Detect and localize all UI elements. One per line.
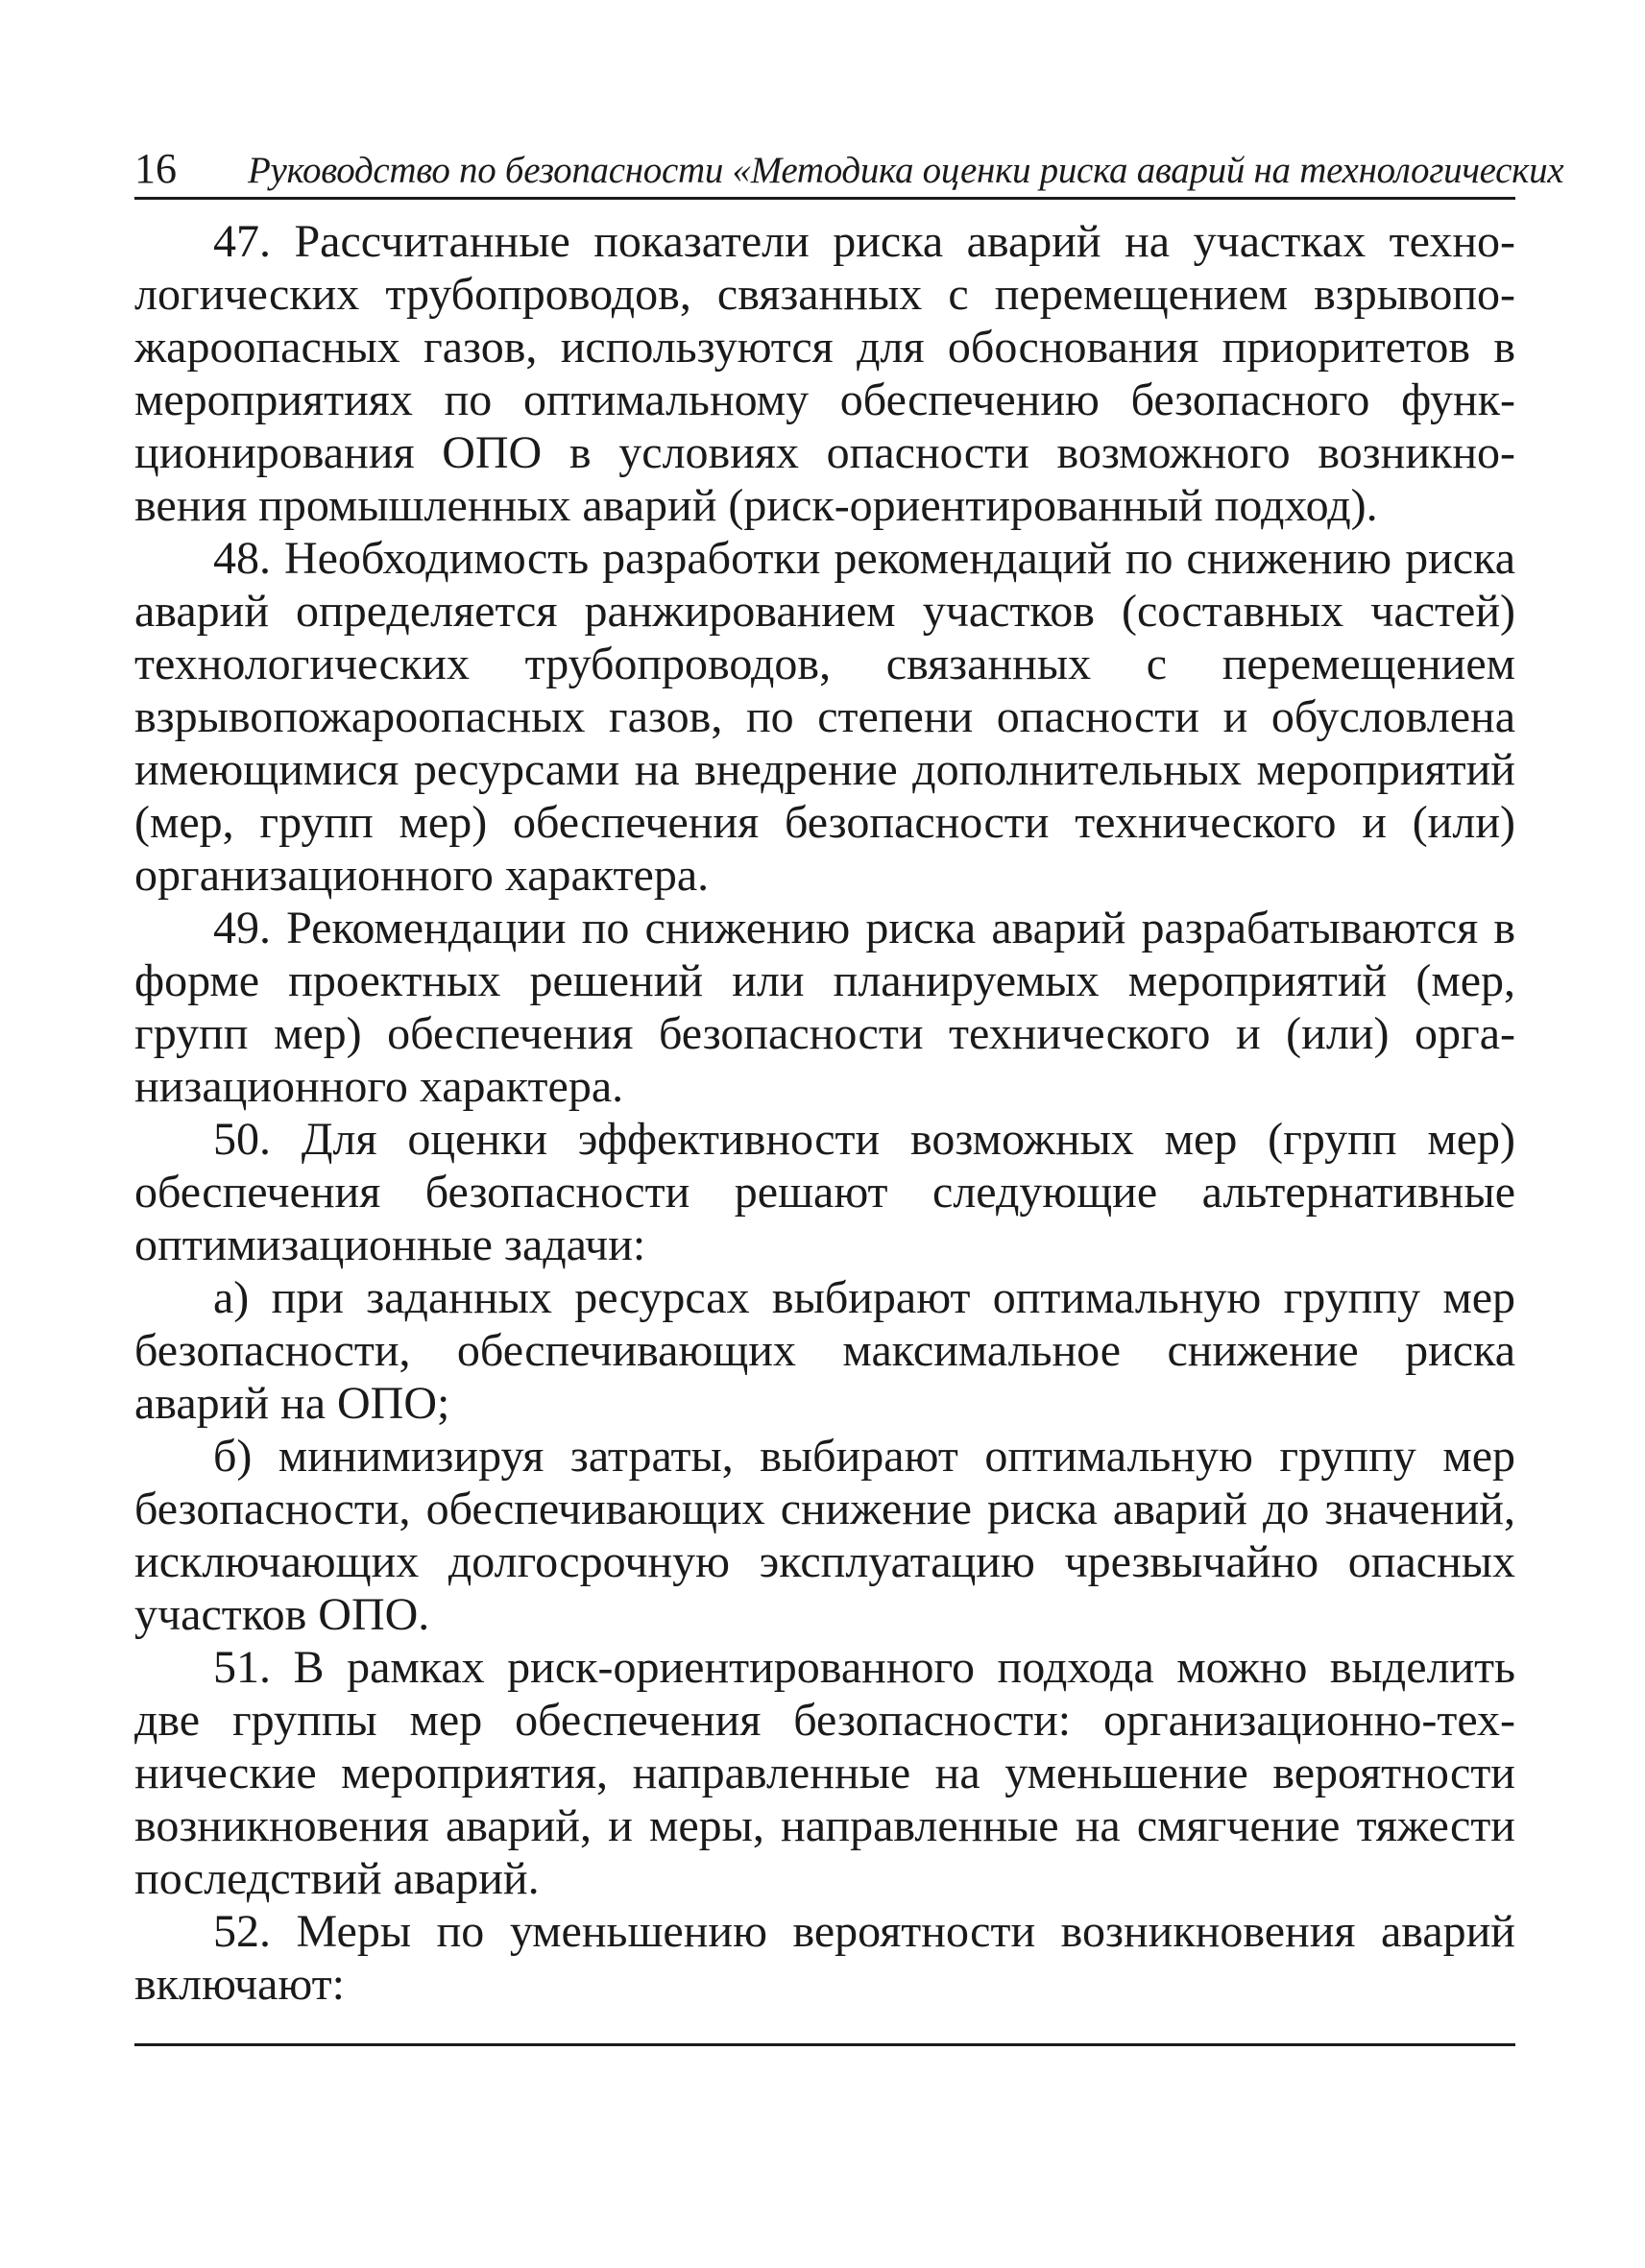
paragraph-47: 47. Рассчитанные показатели риска аварий на участках технологических трубопроводов, связанных с перемещением взрывопожароопасных газов, используются для обоснования приоритетов в мероприятиях по оптимальному обеспечению безопасного функционирования ОПО в условиях опасности возможного возникновения промышленных аварий (риск-ориентированный подход). [134, 216, 1515, 531]
paragraph-51: 51. В рамках риск-ориентированного подхода можно выделить две группы мер обеспечения безопасности: организационно-технические мероприятия, направленные на уменьшение вероятности возникновения аварий, и меры, направленные на смягчение тяжести последствий аварий. [134, 1642, 1515, 1904]
paragraph-50: 50. Для оценки эффективности возможных мер (групп мер) обеспечения безопасности решают следующие альтернативные оптимизационные задачи: [134, 1114, 1515, 1270]
paragraph-52: 52. Меры по уменьшению вероятности возникновения аварий включают: [134, 1906, 1515, 2010]
paragraph-50-item-a: а) при заданных ресурсах выбирают оптимальную группу мер безопасности, обеспечивающих максимальное снижение риска аварий на ОПО; [134, 1272, 1515, 1429]
paragraph-48: 48. Необходимость разработки рекомендаций по снижению риска аварий определяется ранжированием участков (составных частей) технологических трубопроводов, связанных с перемещением взрывопожароопасных газов, по степени опасности и обусловлена имеющимися ресурсами на внедрение дополнительных мероприятий (мер, групп мер) обеспечения безопасности технического и (или) организационного характера. [134, 533, 1515, 901]
body-text [134, 215, 1515, 2011]
page-number: 16 [134, 145, 177, 192]
running-title: Руководство по безопасности «Методика оценки риска аварий на технологических [248, 150, 1564, 191]
footer-rule [134, 2043, 1515, 2046]
document-page [134, 144, 1564, 2046]
paragraph-50-item-b: б) минимизируя затраты, выбирают оптимальную группу мер безопасности, обеспечивающих снижение риска аварий до значений, исключающих долгосрочную эксплуатацию чрезвычайно опасных участков ОПО. [134, 1431, 1515, 1640]
running-header [134, 144, 1564, 200]
paragraph-49: 49. Рекомендации по снижению риска аварий разрабатываются в форме проектных решений или планируемых мероприятий (мер, групп мер) обеспечения безопасности технического и (или) организационного характера. [134, 903, 1515, 1112]
